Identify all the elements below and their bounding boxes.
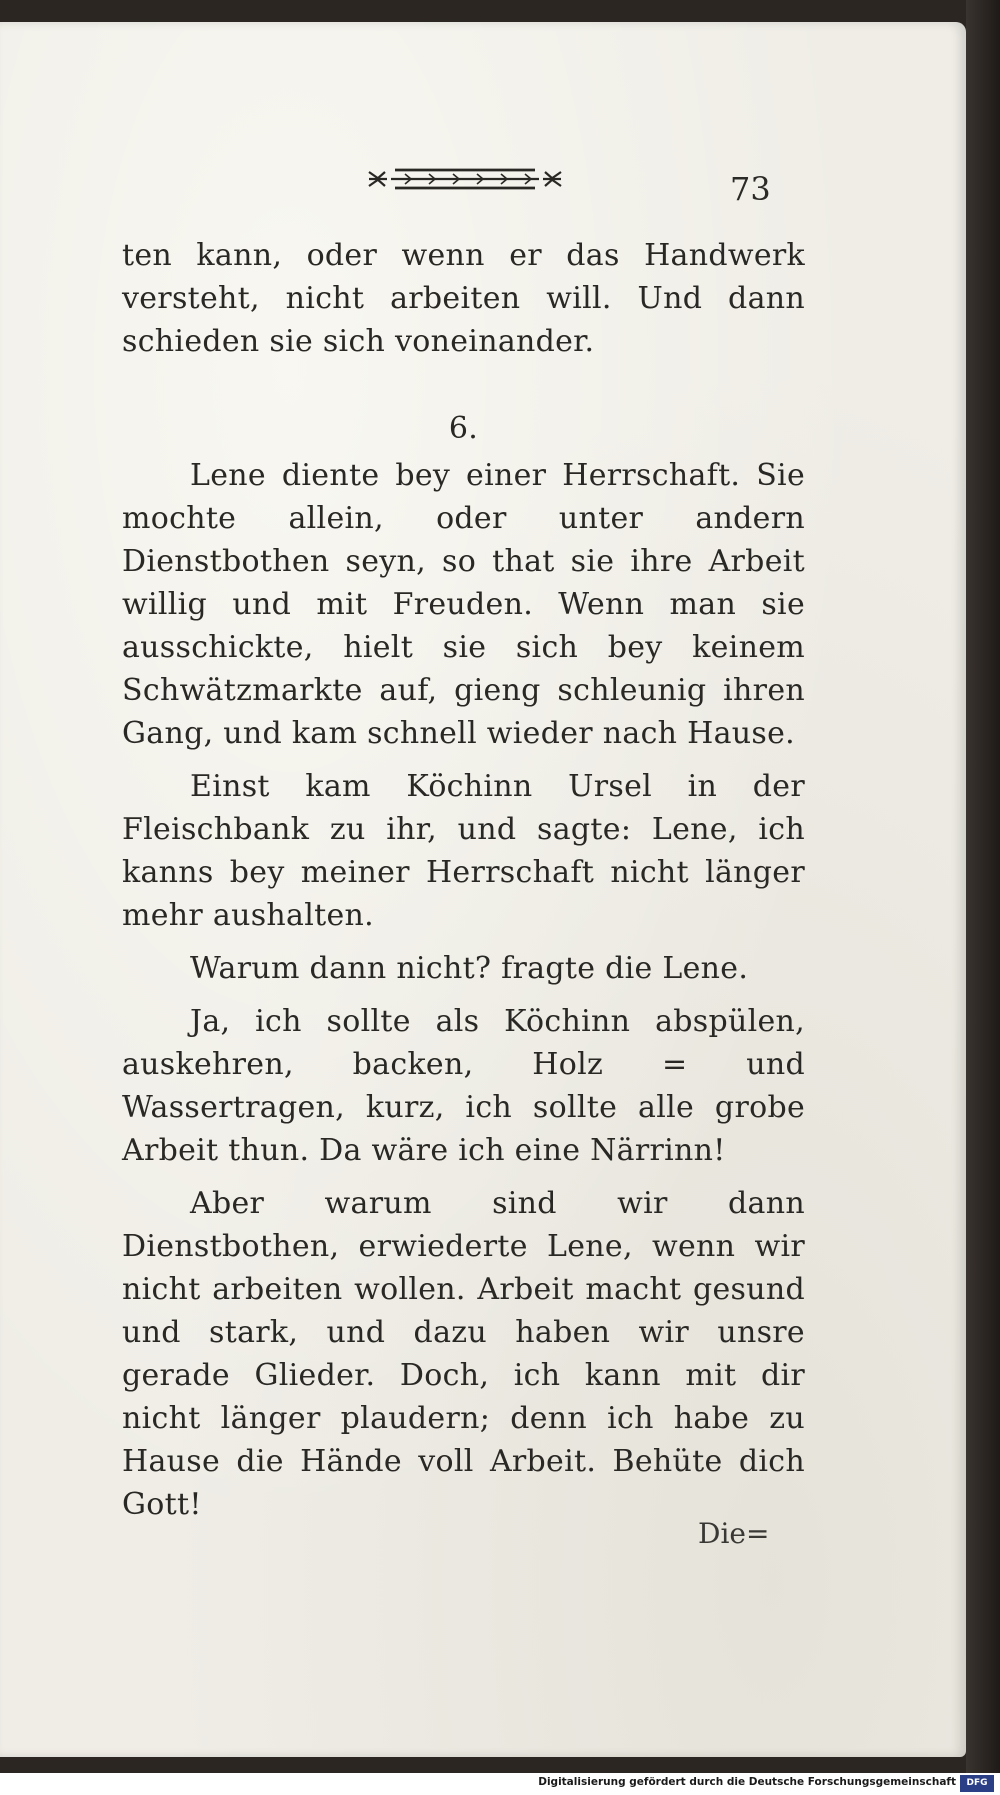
catchword: Die= (698, 1517, 770, 1550)
paragraph: Lene diente bey einer Herrschaft. Sie mochte allein, oder unter andern Dienstbothen seyn, so that sie ihre Arbeit willig und mit Freuden. Wenn man sie ausschickte, hielt sie sich bey keinem Schwätzmarkte auf, gieng schleunig ihren Gang, und kam schnell wieder nach Hause. (122, 458, 805, 751)
funding-credit: Digitalisierung gefördert durch die Deutsche Forschungsgemeinschaft (538, 1776, 956, 1788)
ornament-icon (365, 164, 565, 194)
book-page (0, 22, 966, 1757)
page-header (130, 150, 805, 210)
book-edge (966, 0, 1000, 1795)
dfg-logo-icon: DFG (960, 1775, 994, 1792)
paragraph: Aber warum sind wir dann Dienstbothen, erwiederte Lene, wenn wir nicht arbeiten wollen. Arbeit macht gesund und stark, und dazu haben wir unsre gerade Glieder. Doch, ich kann mit dir nicht länger plaudern; denn ich habe zu Hause die Hände voll Arbeit. Behüte dich Gott! (122, 1186, 805, 1522)
paragraph-continued: ten kann, oder wenn er das Handwerk versteht, nicht arbeiten will. Und dann schieden sie sich voneinander. (122, 238, 805, 359)
body-text (122, 234, 805, 1526)
page-number: 73 (730, 170, 771, 208)
section-number: 6. (448, 411, 479, 446)
digitization-footer (0, 1773, 1000, 1795)
paragraph: Ja, ich sollte als Köchinn abspülen, auskehren, backen, Holz = und Wassertragen, kurz, ich sollte alle grobe Arbeit thun. Da wäre ich eine Närrinn! (122, 1004, 805, 1168)
paragraph: Einst kam Köchinn Ursel in der Fleischbank zu ihr, und sagte: Lene, ich kanns bey meiner Herrschaft nicht länger mehr aushalten. (122, 769, 805, 933)
paragraph: Warum dann nicht? fragte die Lene. (190, 951, 749, 986)
